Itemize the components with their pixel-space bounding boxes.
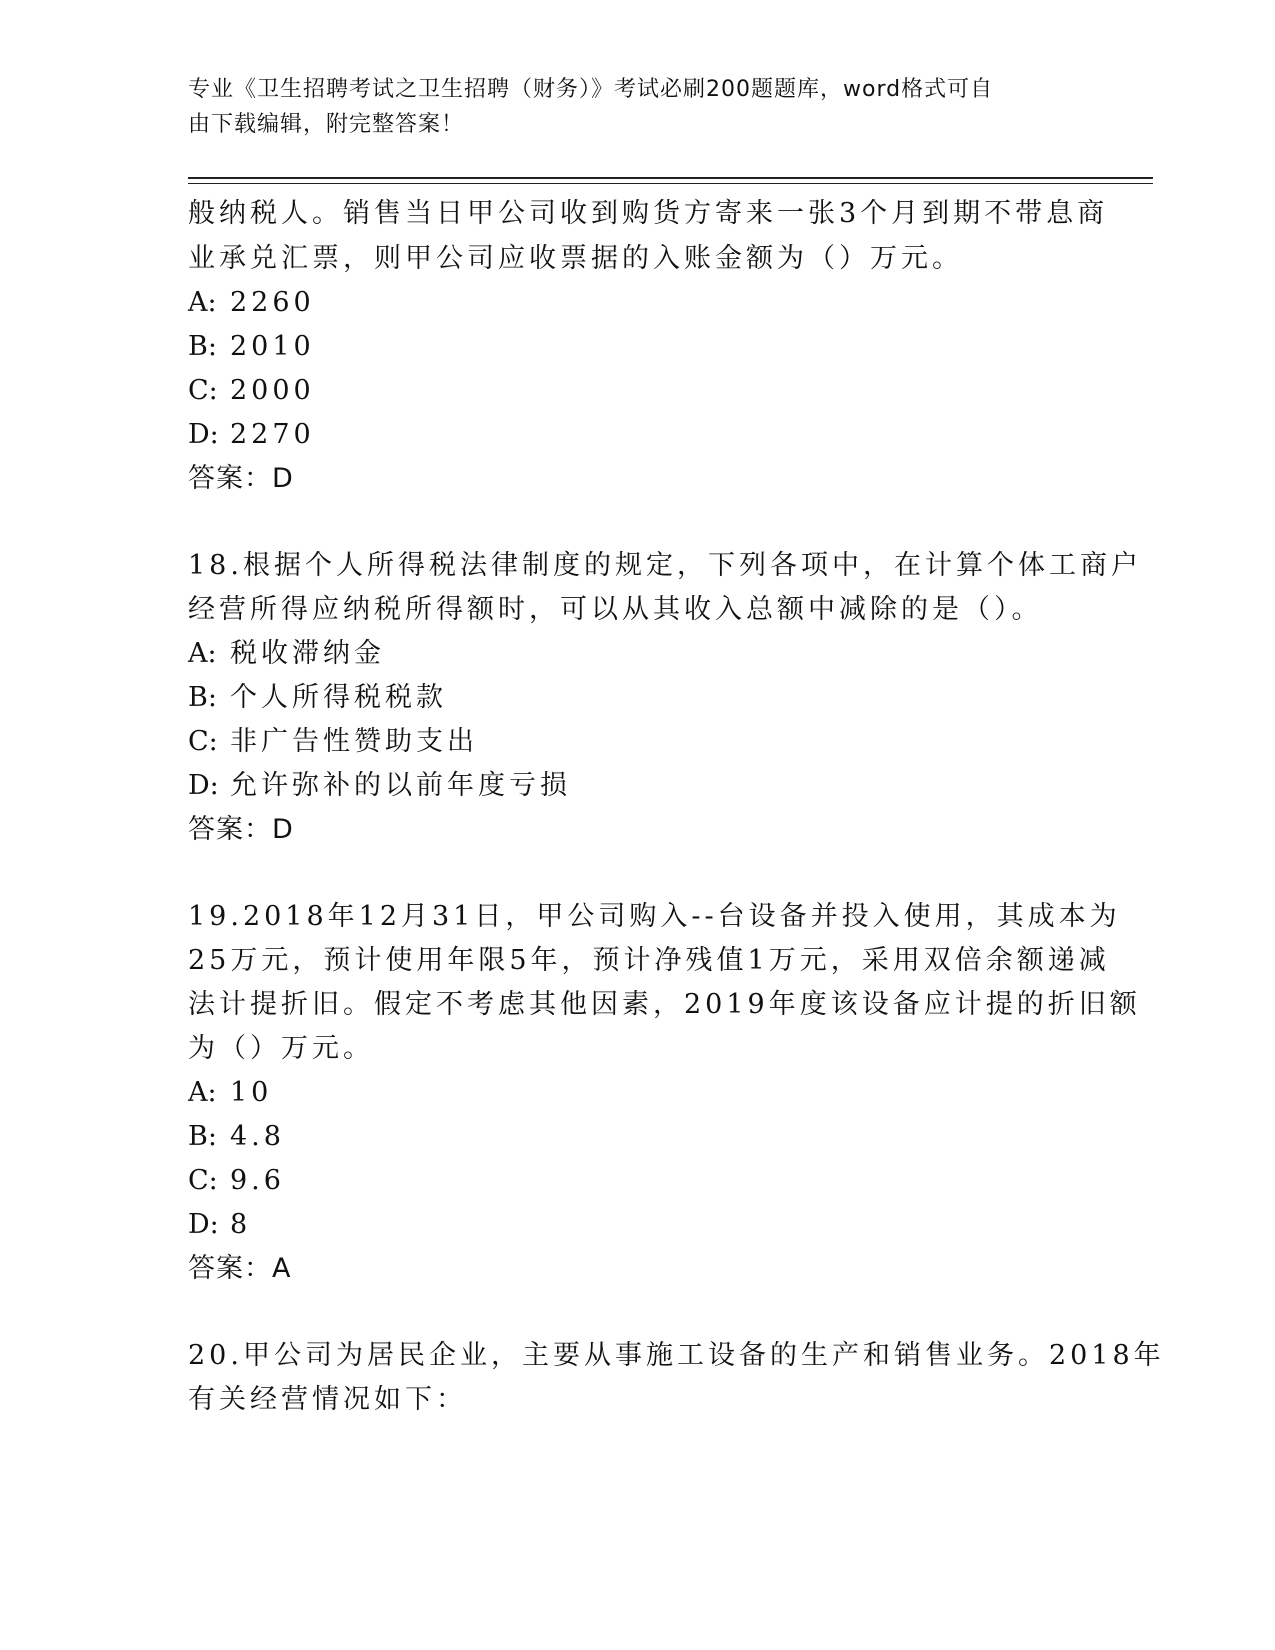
option-text: 2260 (230, 287, 315, 318)
question-gap (188, 501, 1088, 544)
option-c (188, 369, 1088, 413)
option-a (188, 281, 1088, 325)
question-stem-line: 经营所得应纳税所得额时，可以从其收入总额中减除的是（）。 (188, 594, 1043, 625)
answer-line: 答案：D (188, 814, 294, 845)
question-stem-line: 25万元，预计使用年限5年，预计净残值1万元，采用双倍余额递减 (188, 945, 1110, 976)
question-stem-line: 19.2018年12月31日，甲公司购入--台设备并投入使用，其成本为 (188, 901, 1121, 932)
option-text: 税收滞纳金 (230, 638, 385, 669)
question-item (188, 544, 1142, 852)
option-label: A: (188, 1077, 217, 1108)
question-item (188, 1334, 1165, 1422)
answer-line: 答案：D (188, 463, 294, 494)
page-header (188, 72, 1068, 142)
question-item (188, 190, 1109, 501)
option-label: B: (188, 682, 217, 713)
header-divider-thin (188, 183, 1153, 184)
question-stem-line: 20.甲公司为居民企业，主要从事施工设备的生产和销售业务。2018年 (188, 1340, 1165, 1371)
option-label: A: (188, 638, 217, 669)
option-text: 2270 (230, 419, 315, 450)
question-gap (188, 1291, 1088, 1334)
option-label: C: (188, 726, 218, 757)
question-list (188, 190, 1165, 1422)
question-stem-line: 18.根据个人所得税法律制度的规定，下列各项中，在计算个体工商户 (188, 550, 1142, 581)
option-text: 2010 (230, 331, 315, 362)
question-gap (188, 852, 1088, 895)
question-item (188, 895, 1141, 1291)
option-d (188, 413, 1088, 457)
option-label: A: (188, 287, 217, 318)
option-b (188, 1115, 1088, 1159)
option-text: 8 (230, 1209, 252, 1240)
option-text: 9.6 (230, 1165, 285, 1196)
header-line-2: 由下载编辑，附完整答案！ (188, 112, 465, 137)
option-a (188, 1071, 1088, 1115)
option-text: 10 (230, 1077, 273, 1108)
option-text: 非广告性赞助支出 (230, 726, 478, 757)
option-label: B: (188, 331, 217, 362)
question-stem-line: 业承兑汇票，则甲公司应收票据的入账金额为（）万元。 (188, 243, 963, 274)
option-label: C: (188, 1165, 218, 1196)
option-label: B: (188, 1121, 217, 1152)
header-line-1: 专业《卫生招聘考试之卫生招聘（财务）》考试必刷200题题库，word格式可自 (188, 77, 994, 102)
option-d (188, 1203, 1088, 1247)
option-text: 个人所得税税款 (230, 682, 447, 713)
answer-line: 答案：A (188, 1253, 292, 1284)
header-divider-thick (188, 177, 1153, 179)
option-label: D: (188, 1209, 219, 1240)
option-a (188, 632, 1088, 676)
question-stem-line: 般纳税人。销售当日甲公司收到购货方寄来一张3个月到期不带息商 (188, 198, 1109, 229)
question-stem-line: 有关经营情况如下： (188, 1384, 467, 1415)
option-text: 4.8 (230, 1121, 285, 1152)
question-stem-line: 法计提折旧。假定不考虑其他因素，2019年度该设备应计提的折旧额 (188, 989, 1141, 1020)
option-text: 允许弥补的以前年度亏损 (230, 770, 571, 801)
option-label: D: (188, 770, 219, 801)
option-c (188, 720, 1088, 764)
option-c (188, 1159, 1088, 1203)
option-b (188, 676, 1088, 720)
option-text: 2000 (230, 375, 315, 406)
option-d (188, 764, 1088, 808)
question-stem-line: 为（）万元。 (188, 1033, 374, 1064)
option-b (188, 325, 1088, 369)
option-label: D: (188, 419, 219, 450)
option-label: C: (188, 375, 218, 406)
